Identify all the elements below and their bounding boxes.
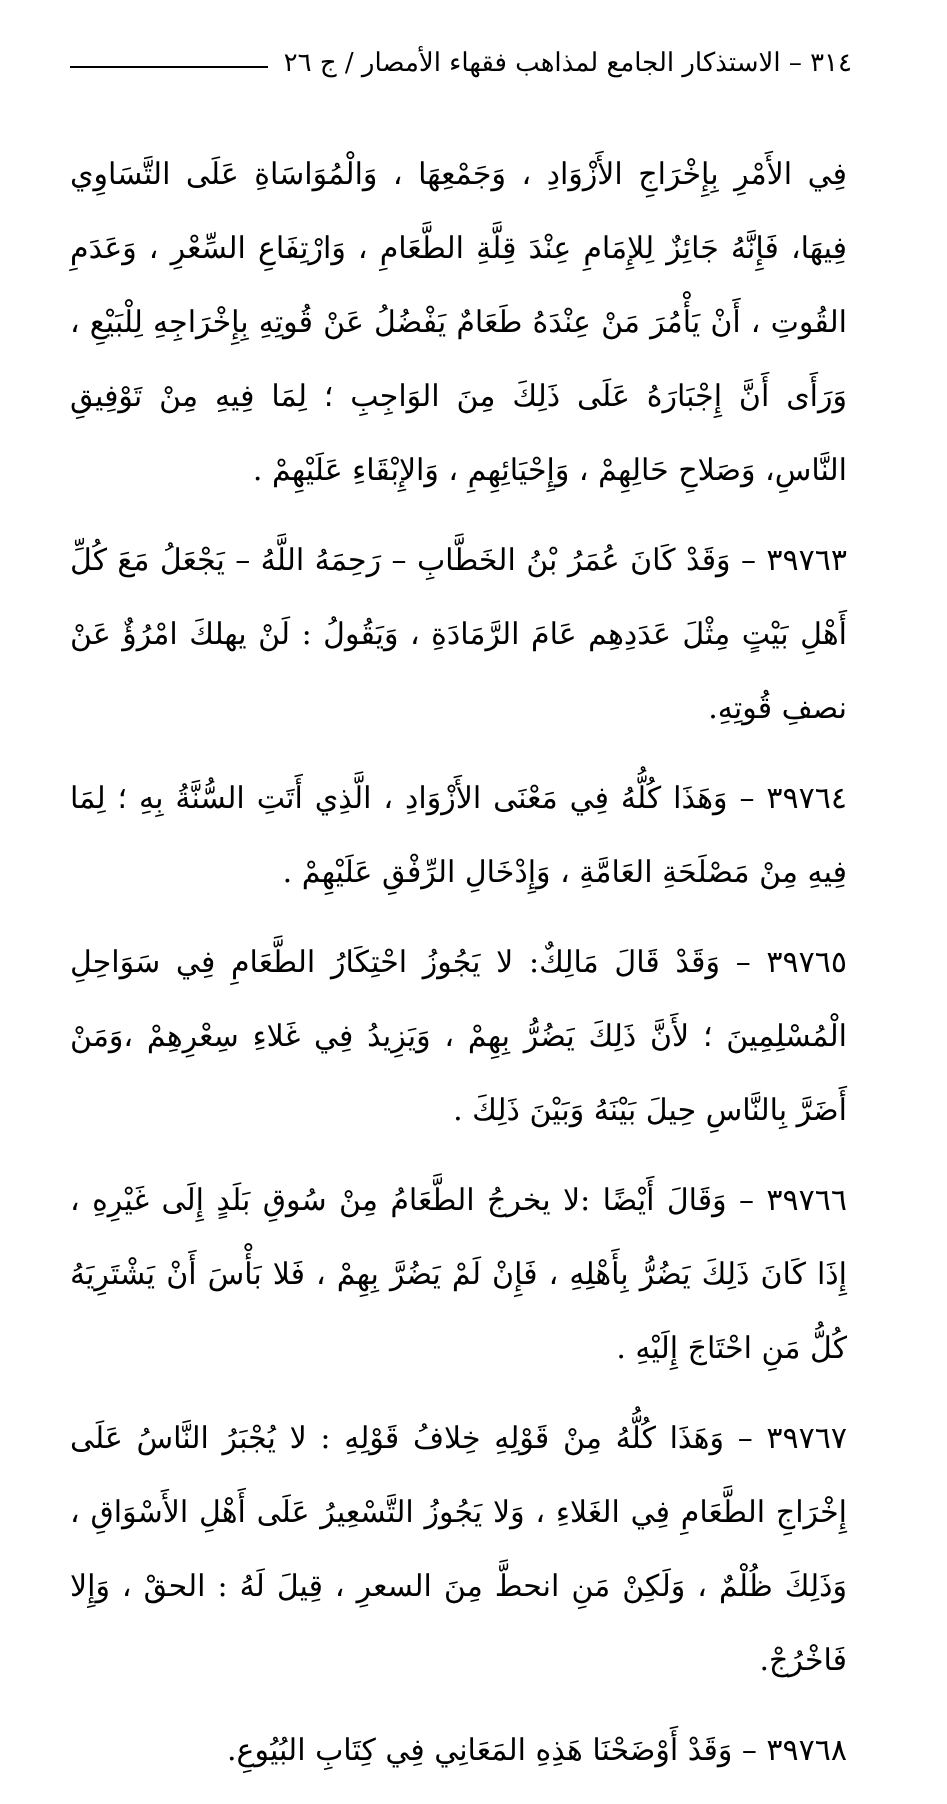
paragraph-number: ٣٩٧٦٨ –: [741, 1733, 847, 1768]
page-header: [70, 34, 852, 82]
paragraph-text: وَهَذَا كُلُّهُ فِي مَعْنَى الأَزْوَادِ ، الَّذِي أَتَتِ السُّنَّةُ بِهِ ؛ لِمَا فِيهِ مِنْ مَصْلَحَةِ العَامَّةِ ، وَإِدْخَالِ الرِّفْقِ عَلَيْهِمْ .: [70, 781, 847, 890]
paragraph: [70, 762, 847, 910]
paragraph-number: ٣٩٧٦٦ –: [739, 1183, 847, 1218]
header-rule: [70, 66, 268, 68]
paragraph-number: ٣٩٧٦٤ –: [739, 781, 847, 816]
paragraph-number: ٣٩٧٦٣ –: [740, 543, 847, 578]
paragraph-text: وَقَدْ أَوْضَحْنَا هَذِهِ المَعَانِي فِي كِتَابِ البُيُوعِ.: [227, 1733, 733, 1768]
paragraph: [70, 926, 847, 1148]
paragraph-text: وَقَدْ قَالَ مَالِكٌ: لا يَجُوزُ احْتِكَارُ الطَّعَامِ فِي سَوَاحِلِ الْمُسْلِمِينَ ؛ لأَنَّ ذَلِكَ يَضُرُّ بِهِمْ ، وَيَزِيدُ فِي غَلاءِ سِعْرِهِمْ ،وَمَنْ أَضَرَّ بِالنَّاسِ حِيلَ بَيْنَهُ وَبَيْنَ ذَلِكَ .: [70, 945, 847, 1128]
paragraph-text: فِي الأَمْرِ بِإِخْرَاجِ الأَزْوَادِ ، وَجَمْعِهَا ، وَالْمُوَاسَاةِ عَلَى التَّسَاوِي فِيهَا، فَإِنَّهُ جَائِزٌ لِلإِمَامِ عِنْدَ قِلَّةِ الطَّعَامِ ، وَارْتِفَاعِ السِّعْرِ ، وَعَدَمِ القُوتِ ، أَنْ يَأْمُرَ مَنْ عِنْدَهُ طَعَامٌ يَفْضُلُ عَنْ قُوتِهِ بِإِخْرَاجِهِ لِلْبَيْعِ ، وَرَأَى أَنَّ إِجْبَارَهُ عَلَى ذَلِكَ مِنَ الوَاجِبِ ؛ لِمَا فِيهِ مِنْ تَوْفِيقِ النَّاسِ، وَصَلاحِ حَالِهِمْ ، وَإِحْيَائِهِمِ ، وَالإِبْقَاءِ عَلَيْهِمْ .: [70, 157, 847, 488]
running-head: ٣١٤ – الاستذكار الجامع لمذاهب فقهاء الأمصار / ج ٢٦: [283, 48, 852, 79]
paragraph-text: وَقَدْ كَانَ عُمَرُ بْنُ الخَطَّابِ – رَحِمَهُ اللَّهُ – يَجْعَلُ مَعَ كُلِّ أَهْلِ بَيْتٍ مِثْلَ عَدَدِهِم عَامَ الرَّمَادَةِ ، وَيَقُولُ : لَنْ يهلكَ امْرُؤٌ عَنْ نصفِ قُوتِهِ.: [70, 543, 847, 726]
paragraph-text: وَقَالَ أَيْضًا :لا يخرجُ الطَّعَامُ مِنْ سُوقِ بَلَدٍ إِلَى غَيْرِهِ ، إِذَا كَانَ ذَلِكَ يَضُرُّ بِأَهْلِهِ ، فَإِنْ لَمْ يَضُرَّ بِهِمْ ، فَلا بَأْسَ أَنْ يَشْتَرِيَهُ كُلُّ مَنِ احْتَاجَ إِلَيْهِ .: [70, 1183, 847, 1366]
paragraph: [70, 1164, 847, 1386]
paragraph-number: ٣٩٧٦٥ –: [735, 945, 847, 980]
paragraph: [70, 1714, 847, 1788]
paragraph-text: وَهَذَا كُلُّهُ مِنْ قَوْلِهِ خِلافُ قَوْلِهِ : لا يُجْبَرُ النَّاسُ عَلَى إِخْرَاجِ الطَّعَامِ فِي الغَلاءِ ، وَلا يَجُوزُ التَّسْعِيرُ عَلَى أَهْلِ الأَسْوَاقِ ، وَذَلِكَ ظُلْمٌ ، وَلَكِنْ مَنِ انحطَّ مِنَ السعرِ ، قِيلَ لَهُ : الحقْ ، وَإِلا فَاخْرُجْ.: [70, 1421, 847, 1678]
paragraph: [70, 524, 847, 746]
paragraph-number: ٣٩٧٦٧ –: [737, 1421, 847, 1456]
body-text: [70, 138, 847, 1804]
paragraph: [70, 138, 847, 508]
paragraph: [70, 1402, 847, 1698]
